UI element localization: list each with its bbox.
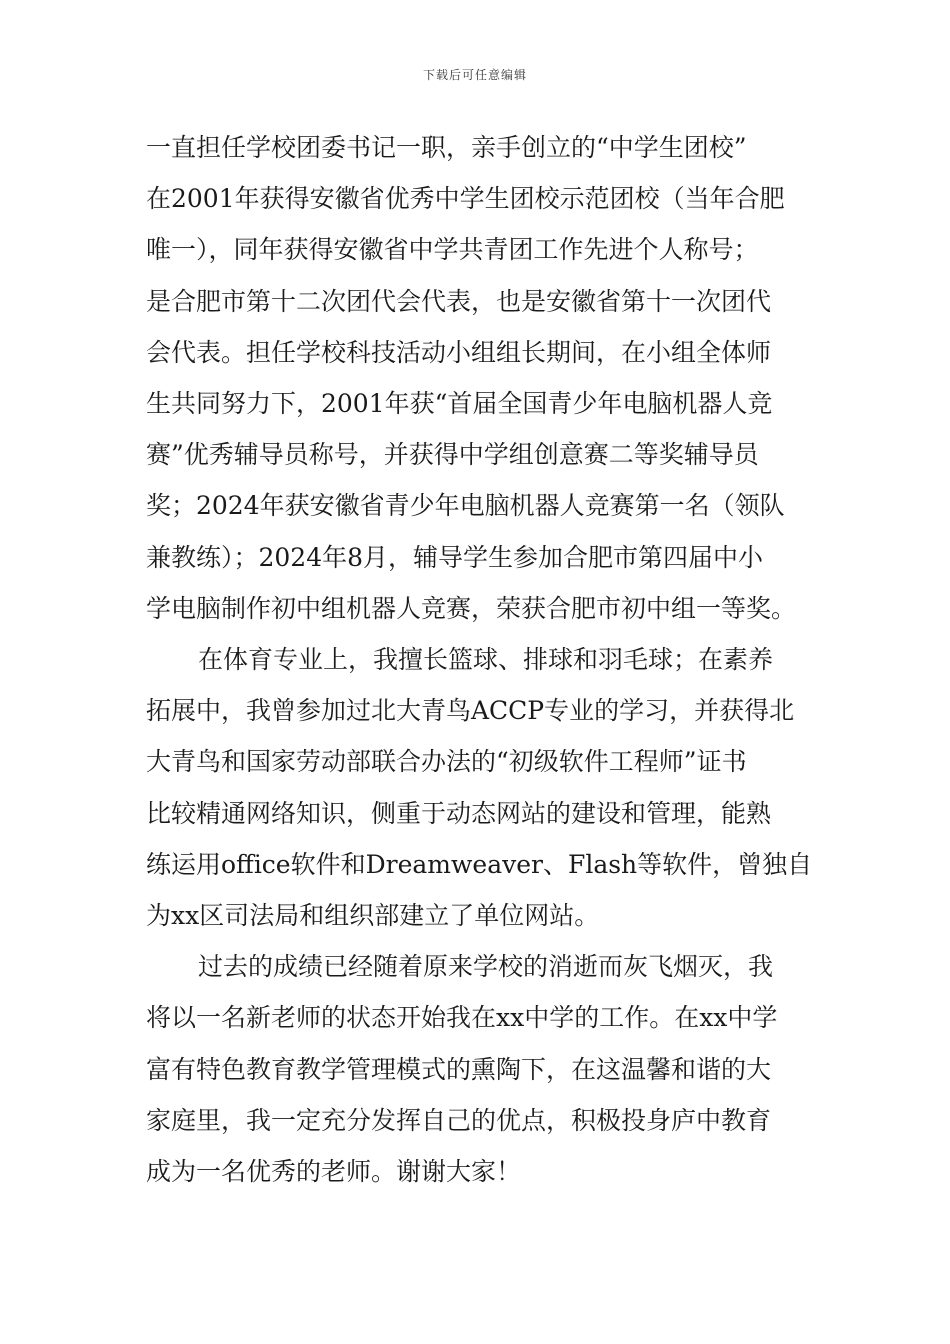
text-line: 生共同努力下，2001年获“首届全国青少年电脑机器人竞 bbox=[146, 389, 773, 419]
text-line: 在2001年获得安徽省优秀中学生团校示范团校（当年合肥 bbox=[146, 184, 785, 214]
text-line: 成为一名优秀的老师。谢谢大家！ bbox=[146, 1157, 522, 1187]
text-line: 过去的成绩已经随着原来学校的消逝而灰飞烟灭，我 bbox=[198, 952, 774, 982]
text-line: 学电脑制作初中组机器人竞赛，荣获合肥市初中组一等奖。 bbox=[146, 593, 797, 623]
text-line: 唯一），同年获得安徽省中学共青团工作先进个人称号； bbox=[146, 235, 759, 265]
text-line: 奖；2024年获安徽省青少年电脑机器人竞赛第一名（领队 bbox=[146, 491, 785, 521]
text-line: 赛”优秀辅导员称号，并获得中学组创意赛二等奖辅导员 bbox=[146, 440, 759, 470]
page-header-note: 下载后可任意编辑 bbox=[422, 68, 527, 82]
text-line: 拓展中，我曾参加过北大青鸟ACCP专业的学习，并获得北 bbox=[146, 696, 795, 726]
text-line: 在体育专业上，我擅长篮球、排球和羽毛球；在素养 bbox=[198, 645, 774, 675]
text-line: 富有特色教育教学管理模式的熏陶下，在这温馨和谐的大 bbox=[146, 1054, 772, 1084]
text-line: 兼教练）；2024年8月，辅导学生参加合肥市第四届中小 bbox=[146, 542, 764, 572]
text-line: 将以一名新老师的状态开始我在xx中学的工作。在xx中学 bbox=[146, 1003, 778, 1033]
paragraph-skills bbox=[146, 634, 813, 941]
text-line: 练运用office软件和Dreamweaver、Flash等软件，曾独自 bbox=[146, 849, 813, 879]
paragraph-career bbox=[146, 122, 806, 634]
paragraph-closing bbox=[146, 941, 806, 1197]
text-line: 大青鸟和国家劳动部联合办法的“初级软件工程师”证书 bbox=[146, 747, 747, 777]
text-line: 会代表。担任学校科技活动小组组长期间，在小组全体师 bbox=[146, 337, 772, 367]
text-line: 比较精通网络知识，侧重于动态网站的建设和管理，能熟 bbox=[146, 798, 772, 828]
text-line: 为xx区司法局和组织部建立了单位网站。 bbox=[146, 901, 600, 931]
document-body bbox=[146, 122, 813, 1197]
text-line: 一直担任学校团委书记一职，亲手创立的“中学生团校” bbox=[146, 133, 747, 162]
text-line: 家庭里，我一定充分发挥自己的优点，积极投身庐中教育 bbox=[146, 1105, 772, 1135]
text-line: 是合肥市第十二次团代会代表，也是安徽省第十一次团代 bbox=[146, 286, 772, 316]
